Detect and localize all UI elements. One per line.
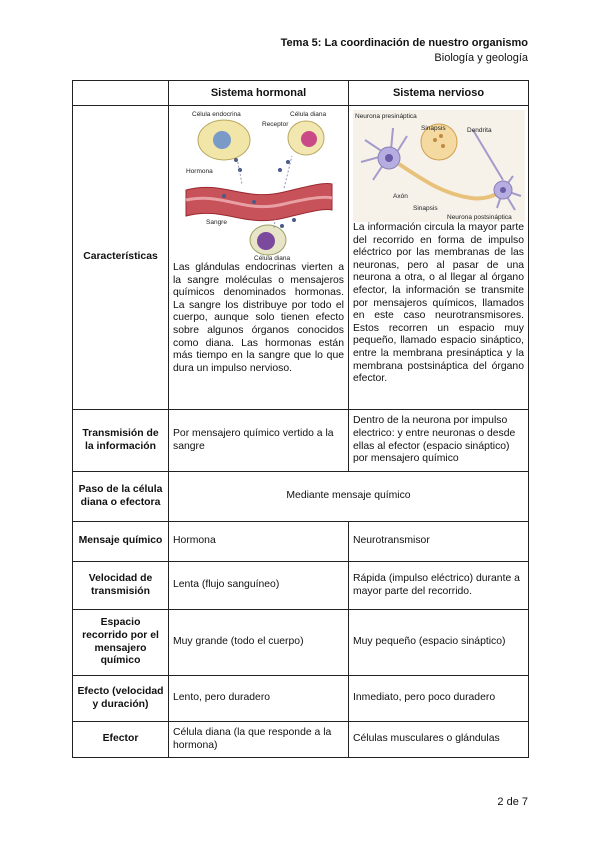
nervous-characteristics-text: La información circula la mayor parte del recorrido en forma de impulso eléctrico por las membranas de las neuronas, pero al pasar de una neurona a otra, o al llegar al órgano efector, la información se transmite por mensajeros químicos, llamados en este caso neurotransmisores. Estos recorren un espacio muy pequeño, llamado espacio sináptico, entre la membrana presináptica y la membrana postsináptica del órgano efector.	[353, 222, 524, 385]
row-label-efecto: Efecto (velocidad y duración)	[73, 676, 169, 722]
col-header-nervioso: Sistema nervioso	[349, 81, 529, 106]
label-celula-diana-bottom: Célula diana	[253, 255, 290, 262]
page-title: Tema 5: La coordinación de nuestro organismo	[280, 37, 528, 49]
row-caracteristicas	[73, 106, 529, 410]
label-celula-diana-top: Célula diana	[289, 111, 326, 118]
cell-caracteristicas-nervioso	[349, 106, 529, 410]
page-subtitle: Biología y geología	[434, 52, 528, 64]
label-dendrita: Dendrita	[467, 127, 492, 134]
cell-velocidad-nervioso: Rápida (impulso eléctrico) durante a mayor parte del recorrido.	[349, 562, 529, 610]
cell-mensaje-hormonal: Hormona	[169, 522, 349, 562]
label-axon: Axón	[393, 193, 408, 200]
empty-corner-cell	[73, 81, 169, 106]
row-paso	[73, 472, 529, 522]
col-header-hormonal: Sistema hormonal	[169, 81, 349, 106]
row-label-efector: Efector	[73, 722, 169, 758]
cell-efector-nervioso: Células musculares o glándulas	[349, 722, 529, 758]
row-efecto	[73, 676, 529, 722]
label-hormona: Hormona	[185, 168, 213, 175]
cell-efecto-hormonal: Lento, pero duradero	[169, 676, 349, 722]
nervous-system-figure	[353, 110, 525, 222]
label-celula-endocrina: Célula endocrina	[191, 111, 241, 118]
row-espacio	[73, 610, 529, 676]
page-number: 2 de 7	[497, 796, 528, 808]
row-efector	[73, 722, 529, 758]
row-label-caracteristicas: Características	[73, 106, 169, 410]
row-label-espacio: Espacio recorrido por el mensajero químico	[73, 610, 169, 676]
cell-transmision-nervioso: Dentro de la neurona por impulso electrico: y entre neuronas o desde ellas al efector (espacio sináptico) por mensajero químico	[349, 410, 529, 472]
page-header	[281, 36, 528, 66]
comparison-table	[72, 80, 529, 758]
cell-mensaje-nervioso: Neurotransmisor	[349, 522, 529, 562]
target-nucleus-top	[301, 131, 317, 147]
row-label-transmision: Transmisión de la información	[73, 410, 169, 472]
cell-transmision-hormonal: Por mensajero químico vertido a la sangre	[169, 410, 349, 472]
blood-vessel	[186, 183, 332, 220]
row-transmision	[73, 410, 529, 472]
target-nucleus-bottom	[257, 232, 275, 250]
row-label-velocidad: Velocidad de transmisión	[73, 562, 169, 610]
hormonal-characteristics-text: Las glándulas endocrinas vierten a la sangre moléculas o mensajeros químicos denominados hormonas. La sangre los distribuye por todo el cuerpo, aunque solo tienen efecto sobre algunos órganos conocidos como diana. Las hormonas están más tiempo en la sangre que lo que dura un impulso nervioso.	[173, 262, 344, 374]
label-neurona-presinaptica: Neurona presináptica	[355, 113, 417, 120]
table-header-row	[73, 81, 529, 106]
row-mensaje	[73, 522, 529, 562]
row-velocidad	[73, 562, 529, 610]
cell-paso-shared: Mediante mensaje químico	[169, 472, 529, 522]
cell-velocidad-hormonal: Lenta (flujo sanguíneo)	[169, 562, 349, 610]
cell-caracteristicas-hormonal	[169, 106, 349, 410]
cell-efector-hormonal: Célula diana (la que responde a la hormona)	[169, 722, 349, 758]
cell-espacio-hormonal: Muy grande (todo el cuerpo)	[169, 610, 349, 676]
row-label-paso: Paso de la célula diana o efectora	[73, 472, 169, 522]
label-sangre: Sangre	[205, 219, 227, 226]
label-neurona-postsinaptica: Neurona postsináptica	[447, 214, 512, 221]
cell-espacio-nervioso: Muy pequeño (espacio sináptico)	[349, 610, 529, 676]
cell-efecto-nervioso: Inmediato, pero poco duradero	[349, 676, 529, 722]
row-label-mensaje: Mensaje químico	[73, 522, 169, 562]
label-sinapsis-bottom: Sinapsis	[413, 205, 438, 212]
endocrine-nucleus	[213, 131, 231, 149]
label-receptor: Receptor	[261, 121, 288, 128]
label-sinapsis-top: Sinapsis	[421, 125, 446, 132]
hormonal-system-figure	[184, 110, 334, 262]
